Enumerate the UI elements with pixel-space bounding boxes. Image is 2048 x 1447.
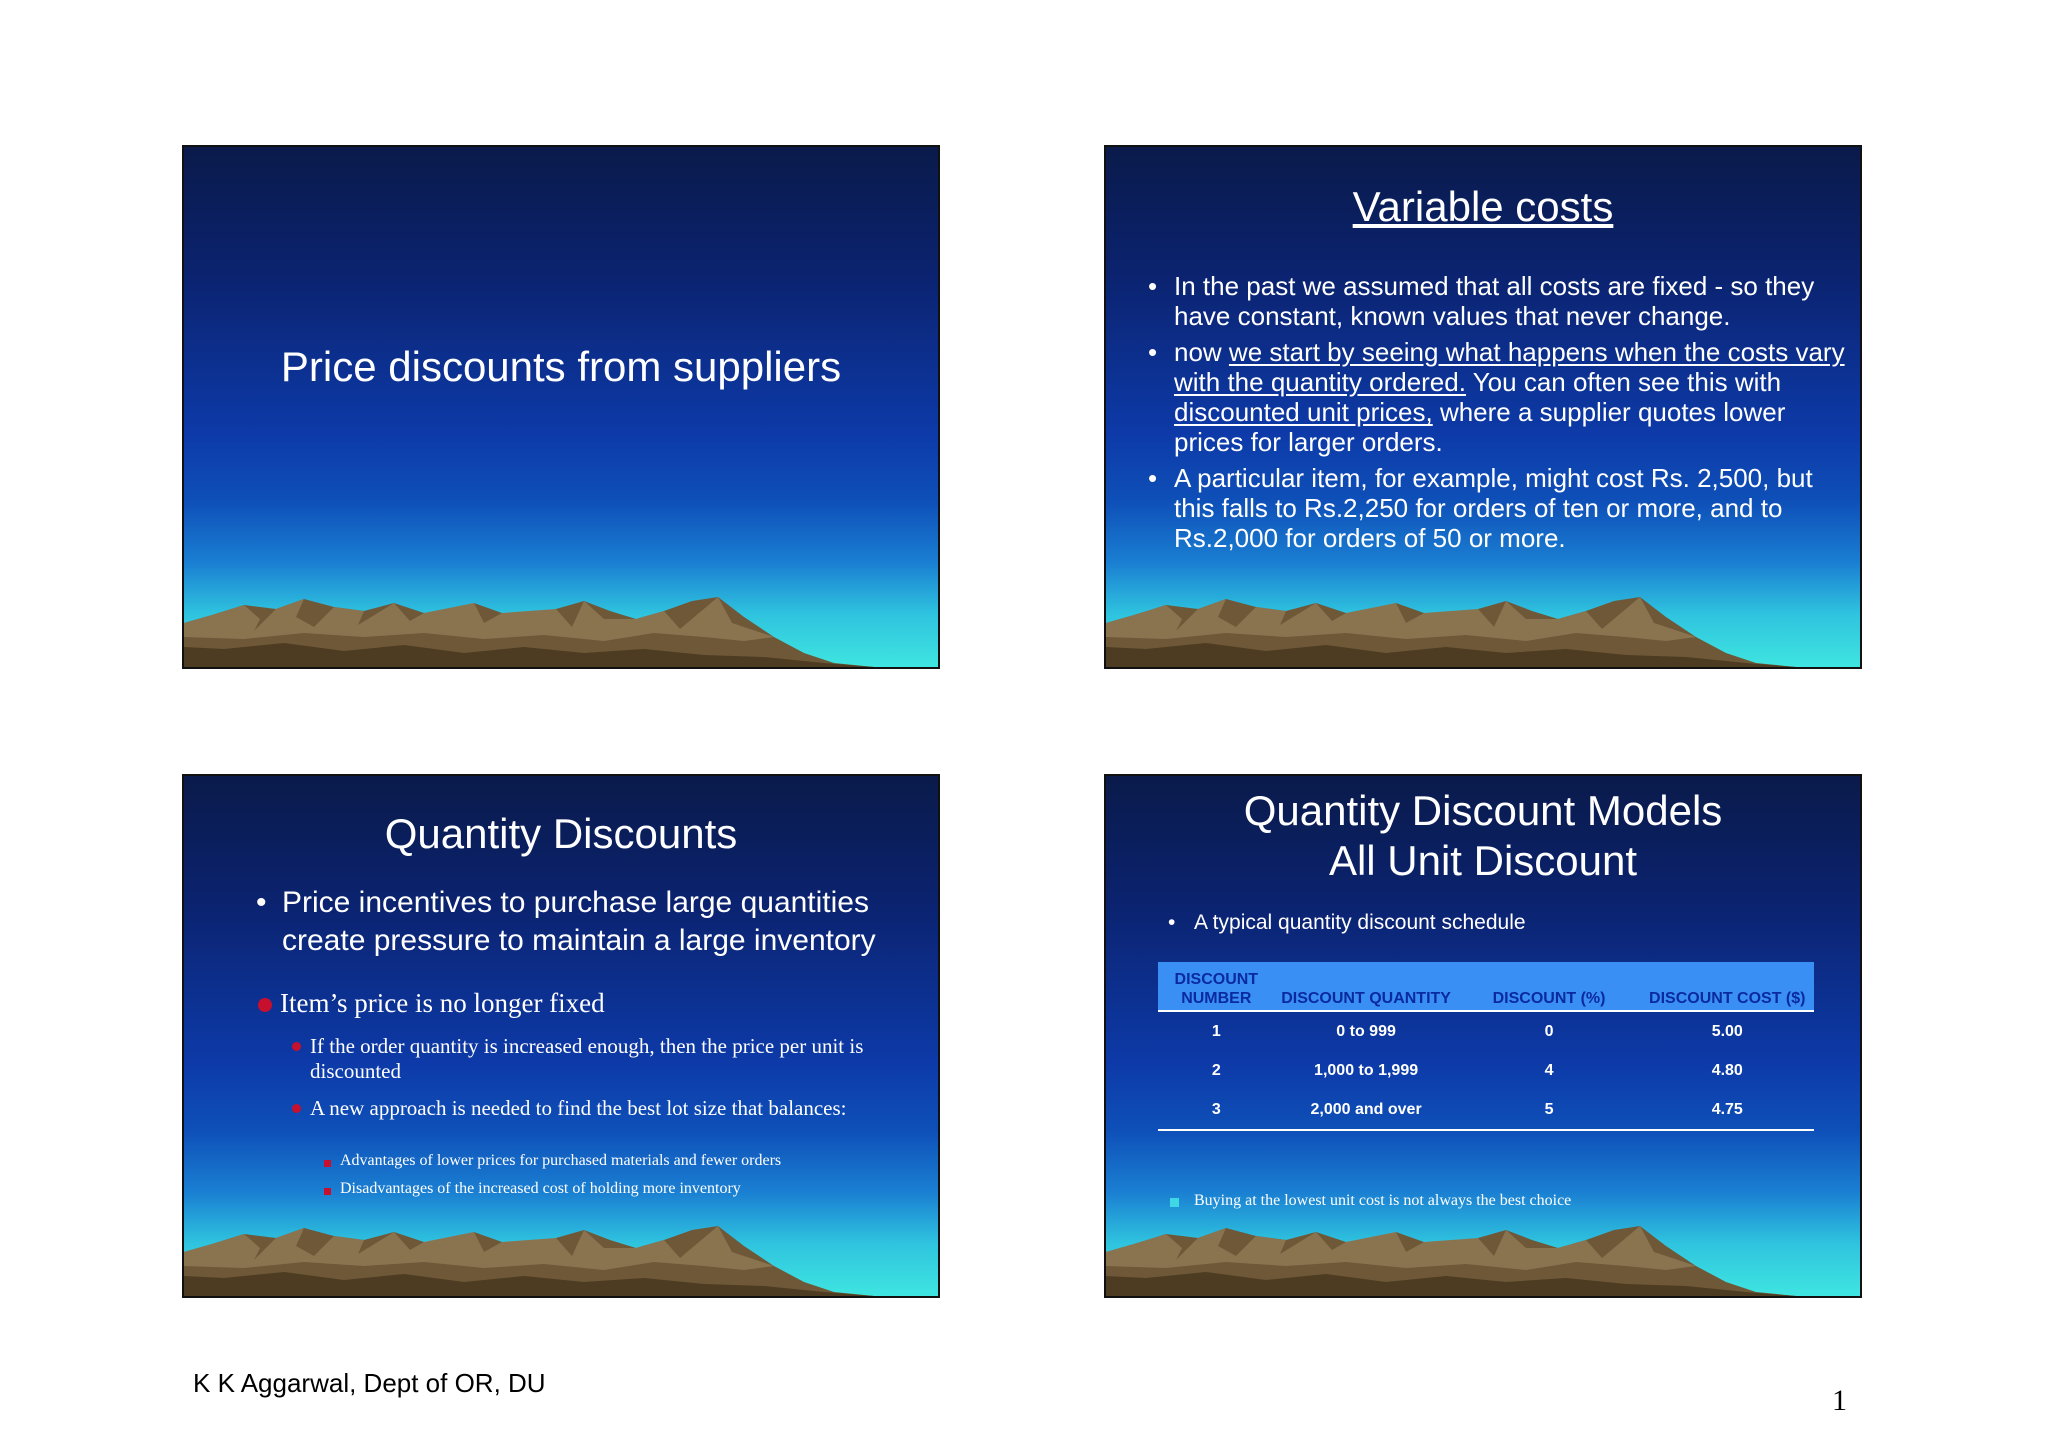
slide-3-point-1: Item’s price is no longer fixed <box>280 988 605 1018</box>
table-row <box>1158 1090 1814 1130</box>
slide-2-bullet-2: • now we start by seeing what happens when the costs vary with the quantity ordered. You can often see this with discounted unit prices, where a supplier quotes lower prices for larger orders. <box>1146 337 1846 457</box>
table-cell: 5 <box>1458 1090 1641 1130</box>
slide-2-bullets <box>1146 271 1846 553</box>
mountains-image <box>184 597 940 667</box>
table-cell: 1 <box>1211 1022 1221 1040</box>
table-cell: 5.00 <box>1711 1022 1743 1040</box>
slide-2 <box>1104 145 1862 669</box>
cyan-square-bullet-icon <box>1170 1198 1179 1207</box>
slide-3-sub-2: A new approach is needed to find the best lot size that balances: <box>310 1096 847 1120</box>
table-cell: 4.80 <box>1711 1061 1743 1079</box>
mountains-image <box>1106 597 1862 667</box>
slide-4-title-line-1: Quantity Discount Models <box>1243 787 1723 834</box>
slide-3-bullet-1: • Price incentives to purchase large quantities create pressure to maintain a large inventory <box>254 884 924 960</box>
slide-4-bullets <box>1166 910 1826 936</box>
mountains-image <box>1106 1226 1862 1296</box>
slide-1-title: Price discounts from suppliers <box>280 343 842 390</box>
red-square-bullet-icon <box>324 1188 331 1195</box>
slide-2-bullet-1: • In the past we assumed that all costs are fixed - so they have constant, known values that never change. <box>1146 271 1846 331</box>
table-cell: 2 <box>1211 1061 1221 1079</box>
table-cell: 0 <box>1544 1022 1554 1040</box>
table-cell: 4.75 <box>1641 1090 1814 1130</box>
table-header: DISCOUNT COST ($) <box>1641 962 1814 1011</box>
slide-4-title <box>1106 786 1860 886</box>
slide-4-bullet-1: • A typical quantity discount schedule <box>1166 910 1826 936</box>
table-cell: 2,000 and over <box>1275 1090 1458 1130</box>
slide-2-bullet-3: • A particular item, for example, might cost Rs. 2,500, but this falls to Rs.2,250 for orders of ten or more, and to Rs.2,000 for orders of 50 or more. <box>1146 463 1846 553</box>
slide-3-bullets <box>254 884 924 960</box>
page-number: 1 <box>1832 1384 1847 1417</box>
red-square-bullet-icon <box>324 1160 331 1167</box>
table-row <box>1158 1011 1814 1051</box>
slide-3-sub-1: If the order quantity is increased enough, then the price per unit is discounted <box>310 1034 864 1083</box>
table-header: DISCOUNT (%) <box>1458 962 1641 1011</box>
discount-table <box>1158 962 1814 1131</box>
table-header: DISCOUNT QUANTITY <box>1275 962 1458 1011</box>
red-bullet-icon <box>258 998 272 1012</box>
slide-1 <box>182 145 940 669</box>
table-cell: 3 <box>1158 1090 1275 1130</box>
table-header: DISCOUNT NUMBER <box>1158 962 1275 1011</box>
slide-3-subsub-1: Advantages of lower prices for purchased materials and fewer orders <box>340 1152 782 1169</box>
slide-3 <box>182 774 940 1298</box>
slide-4-title-line-2: All Unit Discount <box>1328 837 1638 884</box>
table-cell: 1,000 to 1,999 <box>1314 1061 1419 1079</box>
table-header-row <box>1158 962 1814 1011</box>
slide-4-note: Buying at the lowest unit cost is not always the best choice <box>1194 1192 1572 1209</box>
table-cell: 4 <box>1544 1061 1554 1079</box>
red-bullet-icon <box>292 1042 301 1051</box>
footer-author: K K Aggarwal, Dept of OR, DU <box>193 1368 546 1398</box>
mountains-image <box>184 1226 940 1296</box>
slide-4 <box>1104 774 1862 1298</box>
slide-3-subsub-2: Disadvantages of the increased cost of holding more inventory <box>340 1180 741 1197</box>
red-bullet-icon <box>292 1104 301 1113</box>
table-cell: 0 to 999 <box>1336 1022 1396 1040</box>
table-row <box>1158 1051 1814 1090</box>
slide-2-title: Variable costs <box>1352 183 1614 230</box>
slide-3-title: Quantity Discounts <box>384 810 738 857</box>
